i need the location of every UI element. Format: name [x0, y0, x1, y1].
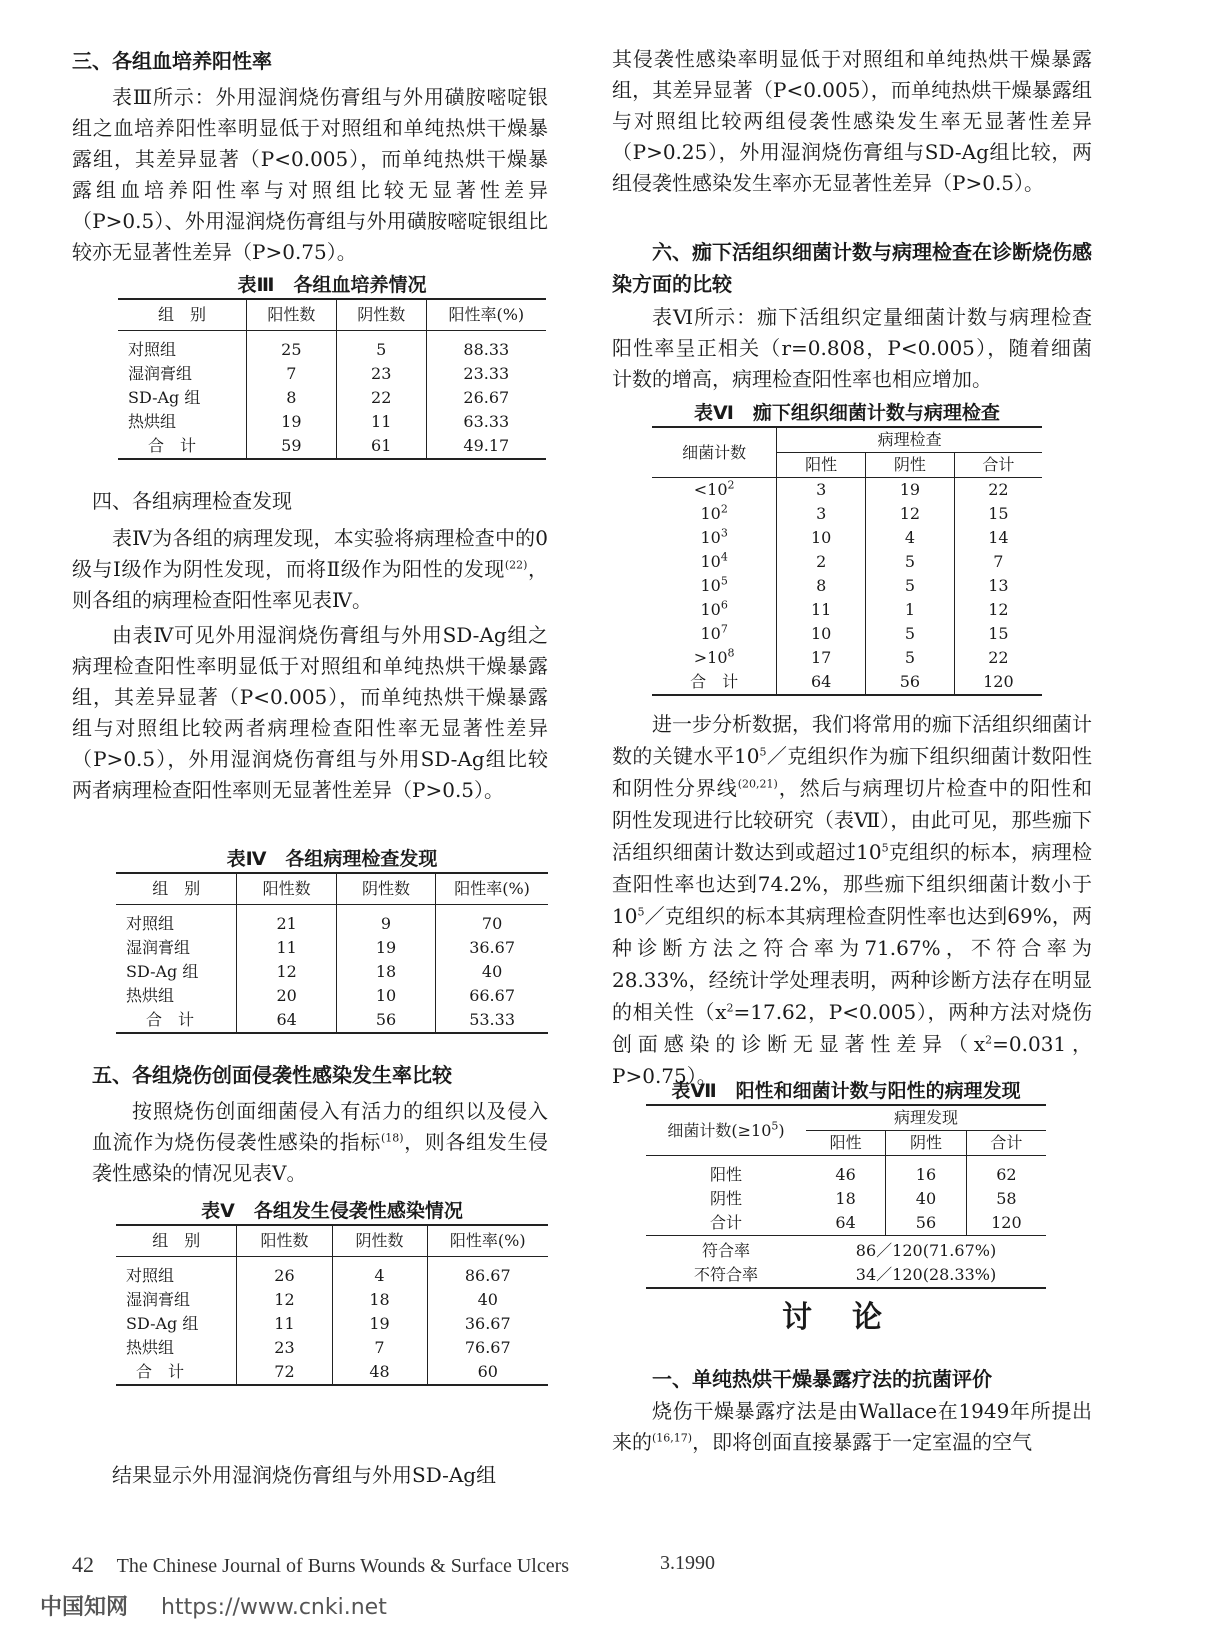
table-cell: 5 — [866, 574, 955, 598]
table-cell: 64 — [835, 1213, 856, 1232]
section-4 — [72, 486, 548, 806]
table-row — [118, 362, 546, 386]
table-cell: 34／120(28.33%) — [855, 1265, 997, 1284]
table-cell: 22 — [954, 646, 1042, 670]
text-run: 表Ⅳ为各组的病理发现，本实验将病理检查中的0级与Ⅰ级作为阴性发现，而将Ⅱ级作为阳性的发现 — [72, 526, 548, 581]
count-exponent: 3 — [720, 526, 728, 540]
exponent: 5 — [771, 1119, 779, 1133]
table-cell: 8 — [246, 386, 336, 410]
table-cell: 56 — [336, 1008, 435, 1033]
table-header: 阴性数 — [332, 1225, 427, 1257]
section-5-result — [72, 1460, 548, 1491]
table-cell — [652, 598, 777, 622]
table-cell: 湿润膏组 — [128, 364, 193, 383]
table-cell: 22 — [336, 386, 426, 410]
table-row — [116, 1336, 548, 1360]
table-4-caption: 表Ⅳ 各组病理检查发现 — [226, 848, 438, 870]
table-header: 阳性数 — [246, 299, 336, 331]
section-3-heading: 三、各组血培养阳性率 — [72, 49, 272, 73]
table-cell: 49.17 — [426, 434, 546, 459]
table-cell: 46 — [835, 1165, 856, 1184]
table-cell: 66.67 — [436, 984, 548, 1008]
table-header: 阳性率(%) — [436, 873, 548, 905]
table-cell: 19 — [866, 478, 955, 503]
section-6-analysis — [612, 708, 1092, 1092]
table-cell: 64 — [777, 670, 866, 695]
table-cell: 40 — [886, 1187, 967, 1211]
table-cell: 26 — [237, 1257, 332, 1289]
table-header: 阳性 — [777, 453, 866, 478]
section-6-heading: 六、痂下活组织细菌计数与病理检查在诊断烧伤感染方面的比较 — [612, 240, 1092, 296]
header-text: 细菌计数(≥10 — [667, 1120, 772, 1140]
table-row — [116, 905, 548, 937]
table-row — [652, 502, 1042, 526]
table-row — [118, 331, 546, 363]
discussion-1-heading: 一、单纯热烘干燥暴露疗法的抗菌评价 — [652, 1367, 992, 1391]
table-header: 阳性数 — [237, 873, 336, 905]
table-cell: 23.33 — [426, 362, 546, 386]
table-row — [652, 526, 1042, 550]
table-cell: 4 — [332, 1257, 427, 1289]
table-cell: 15 — [954, 622, 1042, 646]
table-row — [652, 574, 1042, 598]
table-header: 阴性数 — [336, 873, 435, 905]
section-5-result-paragraph: 结果显示外用湿润烧伤膏组与外用SD-Ag组 — [112, 1463, 497, 1487]
table-cell: SD-Ag 组 — [128, 388, 201, 407]
citation: (16,17) — [652, 1431, 693, 1445]
table-cell: 7 — [246, 362, 336, 386]
cnki-watermark — [40, 1590, 387, 1621]
text-run: 按照烧伤创面细菌侵入有活力的组织以及侵入血流作为烧伤侵袭性感染的指标 — [92, 1099, 548, 1154]
table-row-agreement — [646, 1236, 1046, 1264]
table-row — [652, 646, 1042, 670]
count-base: 10 — [700, 624, 721, 643]
text-run: ，则各组的病理检查阳性率见表Ⅳ。 — [72, 557, 549, 612]
table-row — [116, 984, 548, 1008]
table-header: 阳性 — [806, 1131, 886, 1156]
table-cell: 11 — [237, 936, 336, 960]
table-cell — [652, 478, 777, 503]
text-run: ，即将创面直接暴露于一定室温的空气 — [692, 1430, 1033, 1454]
count-base: <10 — [693, 480, 728, 499]
table-cell — [652, 526, 777, 550]
count-exponent: 5 — [720, 574, 728, 588]
table-5-caption: 表Ⅴ 各组发生侵袭性感染情况 — [201, 1200, 463, 1222]
table-cell: 11 — [237, 1312, 332, 1336]
exponent: 5 — [637, 905, 645, 919]
table-cell: 76.67 — [427, 1336, 548, 1360]
table-cell: 64 — [237, 1008, 336, 1033]
table-cell: 5 — [866, 622, 955, 646]
table-row-disagreement — [646, 1263, 1046, 1288]
table-cell: 7 — [954, 550, 1042, 574]
table-cell: 对照组 — [128, 340, 177, 359]
table-cell: 86.67 — [427, 1257, 548, 1289]
table-cell: 21 — [237, 905, 336, 937]
text-run: =0.031，P>0.75）。 — [612, 1032, 1093, 1088]
count-exponent: 7 — [720, 622, 728, 636]
table-cell: 15 — [954, 502, 1042, 526]
table-cell: 5 — [336, 331, 426, 363]
table-cell: 13 — [954, 574, 1042, 598]
table-row — [116, 960, 548, 984]
table-row — [116, 1360, 548, 1385]
table-cell: 36.67 — [436, 936, 548, 960]
discussion-1-paragraph — [612, 1396, 1092, 1458]
table-cell: 2 — [777, 550, 866, 574]
table-cell: 5 — [866, 646, 955, 670]
text-run: 烧伤干燥暴露疗法是由Wallace在1949年所提出来的 — [612, 1399, 1092, 1454]
table-cell: 湿润膏组 — [126, 1290, 191, 1309]
cnki-url: https://www.cnki.net — [161, 1595, 387, 1620]
table-cell — [652, 622, 777, 646]
table-cell: 60 — [427, 1360, 548, 1385]
table-header: 阴性数 — [336, 299, 426, 331]
section-3 — [72, 46, 548, 268]
table-header: 细菌计数 — [652, 427, 777, 478]
table-header: 组 别 — [116, 1225, 237, 1257]
table-cell — [652, 502, 777, 526]
table-cell: SD-Ag 组 — [126, 1314, 199, 1333]
table-header: 阴性 — [886, 1131, 967, 1156]
table-cell: 热烘组 — [126, 1338, 175, 1357]
table-cell: 56 — [886, 1211, 967, 1236]
table-cell: 20 — [237, 984, 336, 1008]
table-cell: 120 — [966, 1211, 1046, 1236]
table-cell: 9 — [336, 905, 435, 937]
table-cell — [652, 646, 777, 670]
table-cell: 25 — [246, 331, 336, 363]
count-exponent: 2 — [727, 478, 735, 492]
table-cell: 不符合率 — [693, 1265, 758, 1284]
table-cell: 19 — [332, 1312, 427, 1336]
issue-date: 3.1990 — [660, 1552, 715, 1574]
table-header: 合计 — [954, 453, 1042, 478]
table-cell: 40 — [436, 960, 548, 984]
table-header: 阳性率(%) — [427, 1225, 548, 1257]
table-cell: 合 计 — [690, 672, 739, 691]
count-base: 10 — [700, 600, 721, 619]
table-cell: 5 — [866, 550, 955, 574]
discussion-heading-block — [612, 1292, 1092, 1336]
table-3-caption: 表Ⅲ 各组血培养情况 — [237, 274, 427, 296]
table-row — [116, 1288, 548, 1312]
table-cell: 53.33 — [436, 1008, 548, 1033]
table-cell: 合 计 — [136, 1362, 185, 1381]
table-cell: 11 — [777, 598, 866, 622]
table-cell: 热烘组 — [128, 412, 177, 431]
count-base: 10 — [700, 576, 721, 595]
table-cell: 26.67 — [426, 386, 546, 410]
table-cell: 4 — [866, 526, 955, 550]
section-6-paragraph: 表Ⅵ所示：痂下活组织定量细菌计数与病理检查阳性率呈正相关（r=0.808，P<0.005），随着细菌计数的增高，病理检查阳性率也相应增加。 — [612, 305, 1092, 391]
text-run: =17.62，P<0.005），两种方法对烧伤创面感染的诊断无显著性差异（x — [612, 1000, 1093, 1056]
table-cell: 符合率 — [646, 1236, 806, 1264]
table-cell: 12 — [237, 1288, 332, 1312]
table-row — [646, 1211, 1046, 1236]
table-cell: 8 — [777, 574, 866, 598]
table-cell: 18 — [336, 960, 435, 984]
table-header: 阴性 — [866, 453, 955, 478]
table-row — [652, 550, 1042, 574]
text-run: ／克组织的标本其病理检查阴性率也达到69%，两种诊断方法之符合率为71.67%，不符合率为28.33%，经统计学处理表明，两种诊断方法存在明显的相关性（x — [612, 904, 1092, 1024]
table-cell: 120 — [954, 670, 1042, 695]
table-7 — [646, 1078, 1046, 1289]
citation: (18) — [380, 1131, 404, 1145]
section-5-heading: 五、各组烧伤创面侵袭性感染发生率比较 — [92, 1063, 452, 1087]
page-footer — [72, 1552, 812, 1578]
table-header: 阳性数 — [237, 1225, 332, 1257]
table-cell: 12 — [237, 960, 336, 984]
count-exponent: 4 — [720, 550, 728, 564]
count-base: 10 — [700, 504, 721, 523]
count-exponent: 2 — [720, 502, 728, 516]
table-cell: 36.67 — [427, 1312, 548, 1336]
table-row — [118, 410, 546, 434]
table-cell: 23 — [237, 1336, 332, 1360]
table-header: 组 别 — [118, 299, 246, 331]
table-row — [118, 386, 546, 410]
table-cell: 40 — [427, 1288, 548, 1312]
count-base: 10 — [700, 552, 721, 571]
table-cell: 热烘组 — [126, 986, 175, 1005]
table-cell: 19 — [246, 410, 336, 434]
table-cell: 58 — [966, 1187, 1046, 1211]
text-run: 克组织的标本，病理检查阳性率也达到74.2%，那些痂下组织细菌计数小于10 — [612, 840, 1093, 928]
table-cell: 12 — [866, 502, 955, 526]
table-7-grid — [646, 1104, 1046, 1289]
table-cell: 合 计 — [146, 1010, 195, 1029]
table-row — [116, 936, 548, 960]
table-cell: 11 — [336, 410, 426, 434]
section-6-analysis-paragraph — [612, 708, 1092, 1092]
table-cell: 23 — [336, 362, 426, 386]
table-5 — [116, 1198, 548, 1386]
table-cell: 10 — [777, 526, 866, 550]
section-4-paragraph-1 — [72, 523, 548, 616]
section-5-continued — [612, 44, 1092, 199]
table-header: 组 别 — [116, 873, 237, 905]
header-text: ) — [778, 1120, 785, 1140]
citation: (20,21) — [737, 777, 778, 791]
table-header — [646, 1105, 806, 1156]
table-cell — [652, 574, 777, 598]
exponent: 5 — [881, 841, 889, 855]
table-cell: 阴性 — [709, 1189, 742, 1208]
page-number: 42 — [72, 1552, 94, 1577]
count-base: 10 — [700, 528, 721, 547]
table-cell: 18 — [835, 1189, 856, 1208]
section-4-paragraph-2: 由表Ⅳ可见外用湿润烧伤膏组与外用SD-Ag组之病理检查阳性率明显低于对照组和单纯热烘干燥暴露组，其差异显著（P<0.005），而单纯热烘干燥暴露组与对照组比较两者病理检查阳性率无显著性差异（P>0.5），外用湿润烧伤膏组与外用SD-Ag组比较两者病理检查阳性率则无显著性差异（P>0.5）。 — [72, 623, 548, 802]
text-run: ，然后与病理切片检查中的阳性和阴性发现进行比较研究（表Ⅶ），由此可见，那些痂下活组织细菌计数达到或超过10 — [612, 776, 1093, 864]
table-cell: 72 — [237, 1360, 332, 1385]
count-exponent: 8 — [727, 646, 735, 660]
table-4 — [116, 846, 548, 1034]
table-cell: 19 — [336, 936, 435, 960]
table-cell — [652, 550, 777, 574]
citation: (22) — [504, 558, 528, 572]
count-base: >10 — [693, 648, 728, 667]
section-6 — [612, 236, 1092, 395]
section-5 — [92, 1060, 548, 1189]
table-5-grid — [116, 1224, 548, 1386]
table-header-group: 病理检查 — [777, 427, 1042, 453]
section-3-paragraph: 表Ⅲ所示：外用湿润烧伤膏组与外用磺胺嘧啶银组之血培养阳性率明显低于对照组和单纯热烘干燥暴露组，其差异显著（P<0.005），而单纯热烘干燥暴露组血培养阳性率与对照组比较无显著性差异（P>0.5）、外用湿润烧伤膏组与外用磺胺嘧啶银组比较亦无显著性差异（P>0.75）。 — [72, 85, 548, 264]
table-cell: 22 — [954, 478, 1042, 503]
table-row — [116, 1257, 548, 1289]
table-cell: 18 — [332, 1288, 427, 1312]
table-3 — [118, 272, 546, 460]
table-cell: 3 — [777, 502, 866, 526]
table-cell: 70 — [436, 905, 548, 937]
table-cell: 86／120(71.67%) — [806, 1236, 1046, 1264]
table-cell: 12 — [954, 598, 1042, 622]
continued-paragraph: 其侵袭性感染率明显低于对照组和单纯热烘干燥暴露组，其差异显著（P<0.005），而单纯热烘干燥暴露组与对照组比较两组侵袭性感染发生率无显著性差异（P>0.25），外用湿润烧伤膏组与SD-Ag组比较，两组侵袭性感染发生率亦无显著性差异（P>0.5）。 — [612, 47, 1092, 195]
count-exponent: 6 — [720, 598, 728, 612]
table-row — [652, 598, 1042, 622]
table-cell: 合 计 — [148, 436, 197, 455]
text-run: 进一步分析数据，我们将常用的痂下活组织细菌计数的关键水平10 — [612, 712, 1092, 768]
table-cell: 阳性 — [709, 1165, 742, 1184]
table-cell: 48 — [332, 1360, 427, 1385]
table-cell: 10 — [777, 622, 866, 646]
table-cell: 对照组 — [126, 1266, 175, 1285]
table-3-grid — [118, 298, 546, 460]
table-cell: 1 — [866, 598, 955, 622]
table-row — [652, 622, 1042, 646]
table-header: 合计 — [966, 1131, 1046, 1156]
journal-name: The Chinese Journal of Burns Wounds & Surface Ulcers — [116, 1555, 570, 1577]
table-cell: 3 — [777, 478, 866, 503]
table-cell: 56 — [866, 670, 955, 695]
discussion-section-1 — [612, 1364, 1092, 1458]
table-cell: 17 — [777, 646, 866, 670]
table-cell: 合计 — [709, 1213, 742, 1232]
table-header: 阳性率(%) — [426, 299, 546, 331]
text-run: ，则各组发生侵袭性感染的情况见表Ⅴ。 — [92, 1130, 549, 1185]
section-5-paragraph — [92, 1096, 548, 1189]
table-row — [116, 1008, 548, 1033]
table-row — [652, 478, 1042, 503]
table-row-total — [652, 670, 1042, 695]
table-row — [646, 1187, 1046, 1211]
exponent: 2 — [985, 1033, 993, 1047]
table-cell: SD-Ag 组 — [126, 962, 199, 981]
table-cell: 14 — [954, 526, 1042, 550]
table-cell: 88.33 — [426, 331, 546, 363]
table-4-grid — [116, 872, 548, 1034]
table-6-caption: 表Ⅵ 痂下组织细菌计数与病理检查 — [694, 402, 1000, 424]
exponent: 5 — [759, 745, 767, 759]
table-cell: 湿润膏组 — [126, 938, 191, 957]
section-4-heading: 四、各组病理检查发现 — [92, 489, 292, 513]
table-row — [646, 1156, 1046, 1188]
table-cell: 对照组 — [126, 914, 175, 933]
table-cell: 63.33 — [426, 410, 546, 434]
text-run: ／克组织作为痂下组织细菌计数阳性和阴性分界线 — [612, 744, 1093, 800]
table-row — [116, 1312, 548, 1336]
cnki-logo-text: 中国知网 — [40, 1595, 129, 1620]
discussion-heading: 讨论 — [782, 1300, 922, 1335]
table-6 — [652, 400, 1042, 696]
table-cell: 59 — [246, 434, 336, 459]
table-cell: 10 — [336, 984, 435, 1008]
table-7-caption: 表Ⅶ 阳性和细菌计数与阳性的病理发现 — [671, 1080, 1021, 1102]
exponent: 2 — [726, 1001, 734, 1015]
table-6-grid — [652, 426, 1042, 696]
table-cell: 62 — [966, 1156, 1046, 1188]
table-cell: 16 — [886, 1156, 967, 1188]
table-cell: 7 — [332, 1336, 427, 1360]
table-row — [118, 434, 546, 459]
table-cell: 61 — [336, 434, 426, 459]
table-header-group: 病理发现 — [806, 1105, 1046, 1131]
